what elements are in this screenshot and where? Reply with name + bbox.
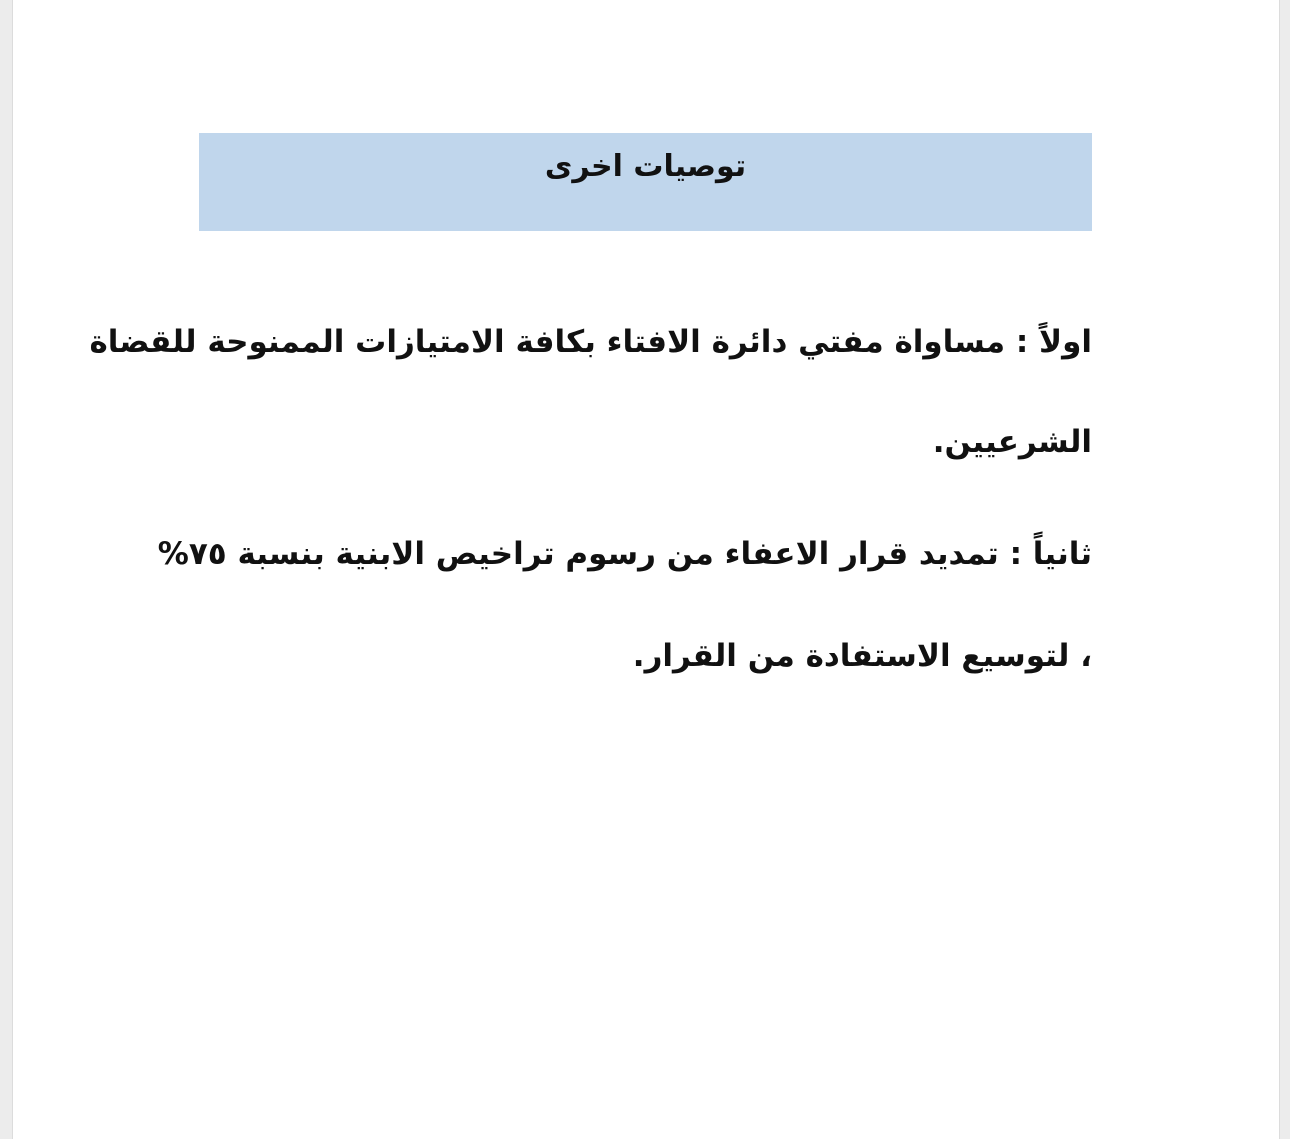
recommendation-1-line-2: الشرعيين. [932, 424, 1092, 460]
recommendation-1-line-1: اولاً : مساواة مفتي دائرة الافتاء بكافة الامتيازات الممنوحة للقضاة [89, 324, 1092, 360]
recommendation-2-line-1: ثانياً : تمديد قرار الاعفاء من رسوم تراخيص الابنية بنسبة ٧٥% [157, 536, 1092, 572]
heading-banner [199, 133, 1092, 231]
document-page [12, 0, 1280, 1139]
page-title: توصيات اخرى [544, 149, 747, 184]
recommendation-2-line-2: ، لتوسيع الاستفادة من القرار. [632, 638, 1092, 674]
